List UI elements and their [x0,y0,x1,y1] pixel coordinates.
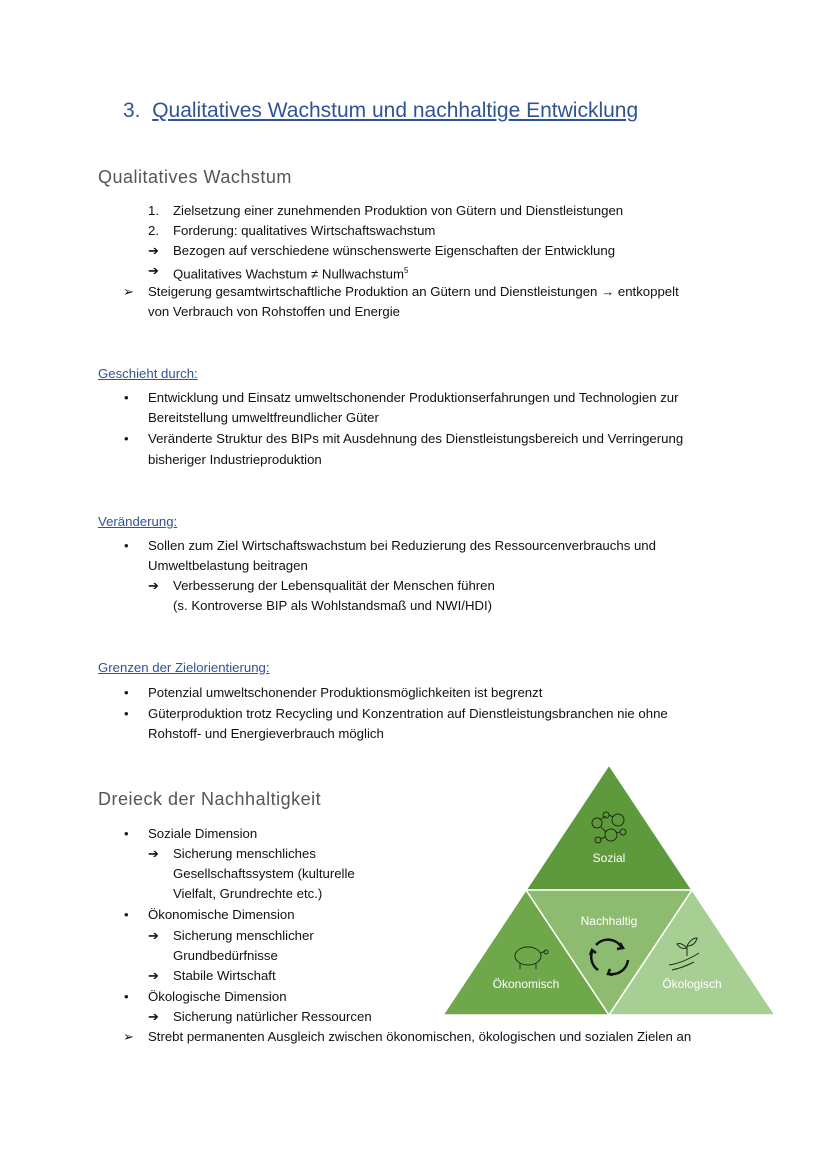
chevron-icon: ➢ [123,284,135,299]
chevron-icon: ➢ [123,1029,135,1044]
section-heading: Dreieck der Nachhaltigkeit [98,789,322,809]
page-title: 3. Qualitatives Wachstum und nachhaltige Entwicklung [123,99,639,122]
section-heading: Qualitatives Wachstum [98,167,292,187]
bullet-icon: • [124,685,129,700]
text-line: Grundbedürfnisse [173,948,278,963]
text-line: Sicherung menschlicher [173,928,314,943]
text-line: Ökonomische Dimension [148,907,295,922]
subheading: Grenzen der Zielorientierung: [98,660,270,675]
label-nachhaltig: Nachhaltig [580,914,638,928]
bullet-icon: • [124,907,129,922]
text-line: Soziale Dimension [148,826,258,841]
text-line: (s. Kontroverse BIP als Wohlstandsmaß und NWI/HDI) [173,598,493,613]
text-line: Verbesserung der Lebensqualität der Menschen führen [173,578,495,593]
arrow-icon: ➔ [148,846,160,861]
text-line: Sollen zum Ziel Wirtschaftswachstum bei Reduzierung des Ressourcenverbrauchs und [148,538,656,553]
bullet-icon: • [124,538,129,553]
footnote-ref: 5 [404,266,409,275]
arrow-icon: ➔ [148,578,160,593]
text-line: Gesellschaftssystem (kulturelle [173,866,355,881]
list-item: Bezogen auf verschiedene wünschenswerte Eigenschaften der Entwicklung [173,243,616,258]
sustainability-triangle [440,760,780,1020]
text-line: Sicherung natürlicher Ressourcen [173,1009,372,1024]
label-oekologisch: Ökologisch [662,977,722,991]
arrow-icon: ➔ [148,1009,160,1024]
triangle-sozial [526,765,692,890]
text-line: Veränderte Struktur des BIPs mit Ausdehnung des Dienstleistungsbereich und Verringerung [148,431,684,446]
list-item: Qualitatives Wachstum ≠ Nullwachstum$^5$ [173,266,409,282]
subheading: Veränderung: [98,514,178,529]
label-sozial: Sozial [592,851,626,865]
text-line: Rohstoff- und Energieverbrauch möglich [148,726,384,741]
text-line: Potenzial umweltschonender Produktionsmöglichkeiten ist begrenzt [148,685,543,700]
label-oekonomisch: Ökonomisch [492,977,560,991]
text-line: Steigerung gesamtwirtschaftliche Produktion an Gütern und Dienstleistungen → entkoppelt [148,284,679,299]
text-line: Vielfalt, Grundrechte etc.) [173,886,323,901]
text-line: von Verbrauch von Rohstoffen und Energie [148,304,400,319]
text-line: bisheriger Industrieproduktion [148,452,322,467]
text-line: Umweltbelastung beitragen [148,558,308,573]
text-line: Stabile Wirtschaft [173,968,276,983]
bullet-icon: • [124,390,129,405]
bullet-icon: • [124,706,129,721]
list-number: 1. [148,203,159,218]
text-line: Bereitstellung umweltfreundlicher Güter [148,410,379,425]
list-item: Forderung: qualitatives Wirtschaftswachstum [173,223,436,238]
subheading: Geschieht durch: [98,366,198,381]
text-line: Strebt permanenten Ausgleich zwischen ökonomischen, ökologischen und sozialen Zielen an [148,1029,692,1044]
arrow-icon: ➔ [148,968,160,983]
text-line: Güterproduktion trotz Recycling und Konzentration auf Dienstleistungsbranchen nie ohne [148,706,668,721]
text-line: Sicherung menschliches [173,846,316,861]
list-item: Zielsetzung einer zunehmenden Produktion von Gütern und Dienstleistungen [173,203,624,218]
text-line: Ökologische Dimension [148,989,287,1004]
arrow-icon: ➔ [148,263,160,278]
list-number: 2. [148,223,159,238]
bullet-icon: • [124,431,129,446]
arrow-icon: ➔ [148,928,160,943]
bullet-icon: • [124,989,129,1004]
arrow-icon: ➔ [148,243,160,258]
bullet-icon: • [124,826,129,841]
text-line: Entwicklung und Einsatz umweltschonender Produktionserfahrungen und Technologien zur [148,390,679,405]
